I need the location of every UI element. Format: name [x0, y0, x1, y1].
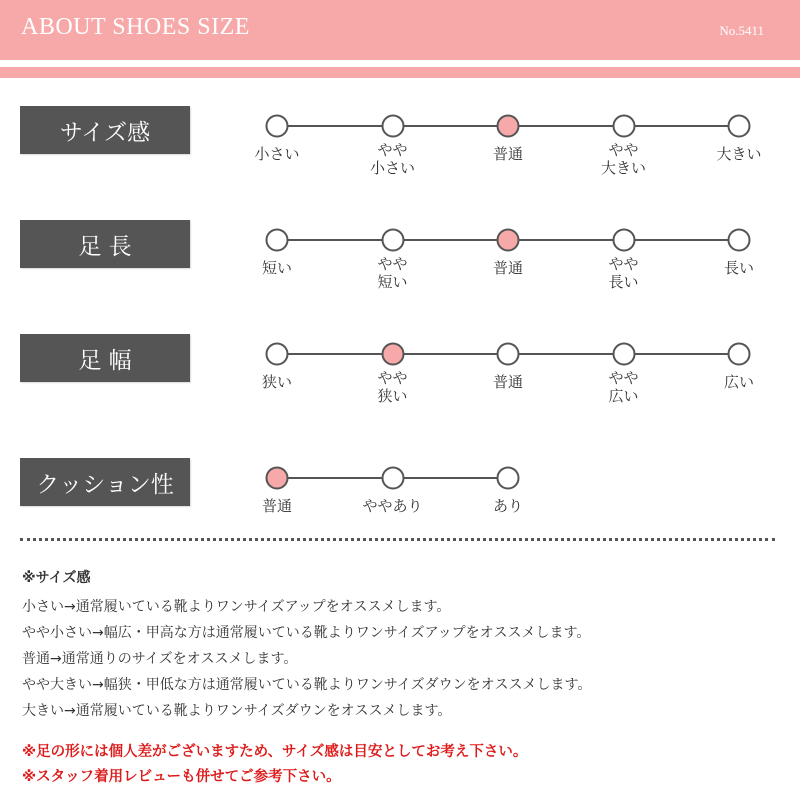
scale-dot: [728, 229, 751, 252]
scale-dot: [381, 467, 404, 490]
scale-option-label: 普通: [492, 259, 524, 277]
note-line: やや小さい→幅広・甲高な方は通常履いている靴よりワンサイズアップをオススメします。: [22, 625, 591, 641]
scale-option-label: やや 長い: [608, 255, 639, 291]
warning-text: ※足の形には個人差がございますため、サイズ感は目安としてお考え下さい。: [22, 744, 528, 760]
scale-dot: [612, 115, 635, 138]
scale-dot: [266, 343, 289, 366]
scale-option-label: 長い: [723, 259, 755, 277]
scale-dot: [728, 115, 751, 138]
scale-dot: [497, 343, 520, 366]
header-stripe: [0, 67, 800, 78]
scale-option-label: やや 小さい: [369, 141, 416, 177]
scale-dot: [728, 343, 751, 366]
scale-dot-selected: [381, 343, 404, 366]
notes-heading: ※サイズ感: [22, 570, 91, 586]
note-line: 普通→通常通りのサイズをオススメします。: [22, 651, 298, 667]
scale-option-label: あり: [492, 497, 524, 515]
scale-dot: [381, 115, 404, 138]
note-line: 小さい→通常履いている靴よりワンサイズアップをオススメします。: [22, 599, 451, 615]
scale-option-label: やや 広い: [608, 369, 639, 405]
scale-dot: [266, 229, 289, 252]
scale-dot: [266, 115, 289, 138]
scale-option-label: 広い: [723, 373, 755, 391]
scale-label: クッション性: [20, 458, 190, 506]
scale-option-label: 普通: [261, 497, 293, 515]
header-bar: [0, 0, 800, 60]
scale-label: 足 幅: [20, 334, 190, 382]
scale-option-label: やや 短い: [377, 255, 408, 291]
scale-option-label: 短い: [261, 259, 293, 277]
scale-option-label: 狭い: [261, 373, 293, 391]
scale-dot: [612, 343, 635, 366]
scale-dot: [497, 467, 520, 490]
page-title: ABOUT SHOES SIZE: [21, 14, 250, 40]
scale-option-label: やや 大きい: [600, 141, 647, 177]
scale-option-label: 大きい: [716, 145, 762, 163]
scale-dot-selected: [497, 115, 520, 138]
scale-label: サイズ感: [20, 106, 190, 154]
scale-option-label: 普通: [492, 145, 524, 163]
note-line: 大きい→通常履いている靴よりワンサイズダウンをオススメします。: [22, 703, 452, 719]
product-number: No.5411: [719, 23, 764, 38]
scale-label: 足 長: [20, 220, 190, 268]
scale-option-label: ややあり: [362, 497, 423, 515]
scale-dot: [612, 229, 635, 252]
scale-option-label: 小さい: [254, 145, 300, 163]
dotted-divider: [20, 538, 775, 541]
scale-dot: [381, 229, 404, 252]
scale-option-label: 普通: [492, 373, 524, 391]
note-line: やや大きい→幅狭・甲低な方は通常履いている靴よりワンサイズダウンをオススメします。: [22, 677, 592, 693]
warning-text: ※スタッフ着用レビューも併せてご参考下さい。: [22, 769, 341, 785]
scale-dot-selected: [497, 229, 520, 252]
scale-dot-selected: [266, 467, 289, 490]
scale-option-label: やや 狭い: [377, 369, 408, 405]
